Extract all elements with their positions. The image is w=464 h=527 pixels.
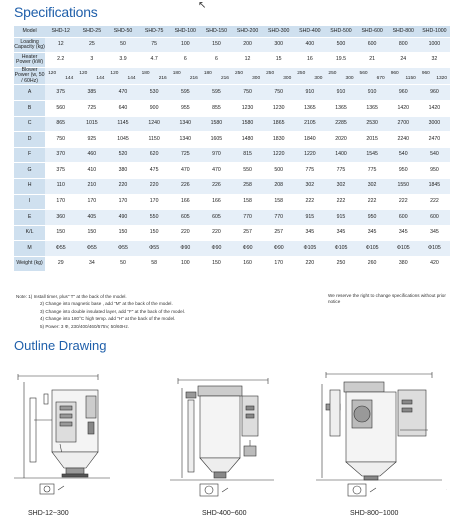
blower-cell xyxy=(139,68,170,85)
table-cell: 150 xyxy=(76,225,107,241)
row-label: M xyxy=(14,241,45,257)
table-cell: 550 xyxy=(139,210,170,226)
table-cell: 170 xyxy=(139,194,170,210)
table-cell: 540 xyxy=(388,147,419,163)
table-cell: 4.7 xyxy=(139,53,170,68)
table-cell: 222 xyxy=(388,194,419,210)
specifications-title: Specifications xyxy=(14,4,98,20)
table-cell: 302 xyxy=(357,178,388,194)
blower-cell xyxy=(325,68,356,85)
table-cell: 170 xyxy=(263,256,294,272)
table-cell: 1845 xyxy=(419,178,450,194)
row-label: H xyxy=(14,178,45,194)
table-cell: 775 xyxy=(294,163,325,179)
table-cell: 470 xyxy=(170,163,201,179)
note-line: 2) Change into magnetic base , add "M" at the back of the model. xyxy=(40,301,173,307)
blower-value-50hz: 960 xyxy=(421,71,430,77)
row-label: I xyxy=(14,194,45,210)
row-label: A xyxy=(14,85,45,101)
table-cell: 1830 xyxy=(263,132,294,148)
row-label: B xyxy=(14,100,45,116)
table-cell: 1230 xyxy=(263,100,294,116)
table-cell: 900 xyxy=(139,100,170,116)
table-cell: 950 xyxy=(388,163,419,179)
note-line: 3) Change into double insulated layer, add "F" at the back of the model. xyxy=(40,308,185,314)
table-cell: 915 xyxy=(294,210,325,226)
table-cell: 222 xyxy=(419,194,450,210)
blower-value-60hz: 216 xyxy=(189,76,198,82)
caption-small: SHD-12~300 xyxy=(28,510,69,517)
table-cell: 855 xyxy=(201,100,232,116)
table-cell: 220 xyxy=(107,178,138,194)
table-cell: 58 xyxy=(139,256,170,272)
header-model-name: SHD-500 xyxy=(325,26,356,38)
blower-value-50hz: 960 xyxy=(390,71,399,77)
table-cell: 910 xyxy=(294,85,325,101)
table-cell: 490 xyxy=(107,210,138,226)
table-cell: 257 xyxy=(232,225,263,241)
table-cell: 595 xyxy=(201,85,232,101)
table-cell: 380 xyxy=(388,256,419,272)
table-cell: 725 xyxy=(170,147,201,163)
table-cell: Φ90 xyxy=(232,241,263,257)
blower-value-50hz: 250 xyxy=(266,71,275,77)
table-cell: 530 xyxy=(139,85,170,101)
table-cell: 258 xyxy=(232,178,263,194)
table-cell: 1230 xyxy=(232,100,263,116)
table-cell: 1550 xyxy=(388,178,419,194)
table-cell: 550 xyxy=(232,163,263,179)
table-row xyxy=(14,132,450,148)
table-cell: 1240 xyxy=(139,116,170,132)
table-cell: 1145 xyxy=(107,116,138,132)
table-cell: Φ90 xyxy=(170,241,201,257)
table-cell: 220 xyxy=(201,225,232,241)
caption-medium: SHD-400~600 xyxy=(202,510,247,517)
table-cell: 6 xyxy=(170,53,201,68)
table-cell: 2240 xyxy=(388,132,419,148)
table-cell: 166 xyxy=(170,194,201,210)
note-line: 4) Change into 180°C high temp. add "H" at the back of the model. xyxy=(40,316,176,322)
dryer-drawing-medium xyxy=(170,378,274,496)
table-cell: 345 xyxy=(419,225,450,241)
table-cell: 260 xyxy=(357,256,388,272)
table-header-row xyxy=(14,26,450,38)
blower-cell xyxy=(294,68,325,85)
table-cell: 32 xyxy=(419,53,450,68)
table-cell: 166 xyxy=(201,194,232,210)
blower-value-50hz: 120 xyxy=(110,71,119,77)
table-cell: Φ105 xyxy=(357,241,388,257)
table-cell: Φ105 xyxy=(325,241,356,257)
table-cell: 3 xyxy=(76,53,107,68)
blower-value-50hz: 180 xyxy=(172,71,181,77)
table-cell: 770 xyxy=(232,210,263,226)
table-cell: 600 xyxy=(388,210,419,226)
blower-value-60hz: 300 xyxy=(345,76,354,82)
blower-value-60hz: 1150 xyxy=(405,76,416,82)
table-row xyxy=(14,225,450,241)
header-model-name: SHD-150 xyxy=(201,26,232,38)
table-cell: 1220 xyxy=(294,147,325,163)
table-cell: 750 xyxy=(263,85,294,101)
table-cell: 150 xyxy=(201,256,232,272)
table-cell: 2020 xyxy=(325,132,356,148)
blower-value-50hz: 250 xyxy=(234,71,243,77)
table-cell: 595 xyxy=(170,85,201,101)
table-cell: 3000 xyxy=(419,116,450,132)
header-model-name: SHD-300 xyxy=(263,26,294,38)
table-cell: 1580 xyxy=(232,116,263,132)
table-cell: 925 xyxy=(76,132,107,148)
header-model-name: SHD-25 xyxy=(76,26,107,38)
table-cell: 1000 xyxy=(419,38,450,53)
header-model-name: SHD-75 xyxy=(139,26,170,38)
table-cell: 345 xyxy=(294,225,325,241)
table-cell: 226 xyxy=(201,178,232,194)
table-cell: 302 xyxy=(325,178,356,194)
table-cell: 1365 xyxy=(357,100,388,116)
blower-value-60hz: 144 xyxy=(96,76,105,82)
table-row xyxy=(14,85,450,101)
table-cell: 170 xyxy=(107,194,138,210)
table-cell: 222 xyxy=(357,194,388,210)
table-row xyxy=(14,53,450,68)
table-cell: 6 xyxy=(201,53,232,68)
table-row xyxy=(14,163,450,179)
table-cell: 600 xyxy=(357,38,388,53)
table-cell: 158 xyxy=(232,194,263,210)
blower-value-60hz: 300 xyxy=(252,76,261,82)
outline-drawing-title: Outline Drawing xyxy=(14,338,107,353)
table-cell: 170 xyxy=(76,194,107,210)
table-cell: 970 xyxy=(201,147,232,163)
table-cell: 12 xyxy=(232,53,263,68)
header-model-name: SHD-100 xyxy=(170,26,201,38)
row-label: D xyxy=(14,132,45,148)
blower-value-60hz: 300 xyxy=(283,76,292,82)
blower-value-60hz: 144 xyxy=(127,76,136,82)
blower-value-60hz: 144 xyxy=(65,76,74,82)
dryer-drawing-small xyxy=(14,374,110,494)
table-cell: 208 xyxy=(263,178,294,194)
table-cell: 3.9 xyxy=(107,53,138,68)
header-model-name: SHD-800 xyxy=(388,26,419,38)
header-model-name: SHD-50 xyxy=(107,26,138,38)
table-cell: 375 xyxy=(45,163,76,179)
header-model-name: SHD-1000 xyxy=(419,26,450,38)
row-label: Loading Capacity (kg) xyxy=(14,38,45,53)
table-cell: 775 xyxy=(357,163,388,179)
table-row xyxy=(14,38,450,53)
blower-value-60hz: 670 xyxy=(376,76,385,82)
blower-value-60hz: 1320 xyxy=(436,76,447,82)
table-cell: 1340 xyxy=(170,132,201,148)
table-cell: 750 xyxy=(232,85,263,101)
blower-value-60hz: 216 xyxy=(158,76,167,82)
header-model-name: SHD-200 xyxy=(232,26,263,38)
table-cell: 226 xyxy=(170,178,201,194)
blower-value-50hz: 250 xyxy=(297,71,306,77)
table-cell: 160 xyxy=(232,256,263,272)
table-cell: 34 xyxy=(76,256,107,272)
table-cell: 250 xyxy=(325,256,356,272)
table-cell: 2470 xyxy=(419,132,450,148)
table-cell: 410 xyxy=(76,163,107,179)
blower-value-50hz: 120 xyxy=(48,71,57,77)
table-cell: 345 xyxy=(357,225,388,241)
outline-drawings xyxy=(0,360,464,505)
table-cell: 50 xyxy=(107,256,138,272)
header-model-name: SHD-400 xyxy=(294,26,325,38)
table-cell: 1420 xyxy=(388,100,419,116)
table-cell: 640 xyxy=(107,100,138,116)
table-cell: 1580 xyxy=(201,116,232,132)
table-cell: 170 xyxy=(45,194,76,210)
note-line: Note: 1) Install timer, plus" T" at the back of the model. xyxy=(16,294,127,299)
table-cell: 470 xyxy=(107,85,138,101)
blower-value-60hz: 300 xyxy=(314,76,323,82)
reserve-notice: We reserve the right to change specifications without prior notice xyxy=(328,293,446,304)
table-cell: 100 xyxy=(170,38,201,53)
table-cell: 110 xyxy=(45,178,76,194)
table-cell: Φ55 xyxy=(45,241,76,257)
table-cell: 2.2 xyxy=(45,53,76,68)
mouse-cursor-icon: ↖ xyxy=(198,0,207,11)
table-cell: Φ105 xyxy=(419,241,450,257)
note-line: 5) Power: 3 Φ, 230/400/460/575V, 50/60Hz. xyxy=(40,323,130,329)
notes-block xyxy=(16,293,316,330)
table-cell: 775 xyxy=(325,163,356,179)
table-cell: 150 xyxy=(107,225,138,241)
table-cell: 475 xyxy=(139,163,170,179)
table-cell: Φ55 xyxy=(139,241,170,257)
table-cell: 750 xyxy=(45,132,76,148)
specifications-table xyxy=(14,26,450,272)
table-cell: 910 xyxy=(357,85,388,101)
table-cell: Φ105 xyxy=(388,241,419,257)
table-cell: 158 xyxy=(263,194,294,210)
table-cell: 1480 xyxy=(232,132,263,148)
table-cell: 220 xyxy=(294,256,325,272)
table-cell: 540 xyxy=(419,147,450,163)
table-cell: 257 xyxy=(263,225,294,241)
table-cell: 1605 xyxy=(201,132,232,148)
table-cell: Φ90 xyxy=(201,241,232,257)
table-body xyxy=(14,38,450,272)
table-cell: 950 xyxy=(357,210,388,226)
table-cell: 150 xyxy=(45,225,76,241)
blower-cell xyxy=(419,68,450,85)
table-cell: 605 xyxy=(170,210,201,226)
table-cell: 1400 xyxy=(325,147,356,163)
blower-cell xyxy=(263,68,294,85)
table-cell: Φ55 xyxy=(107,241,138,257)
blower-cell xyxy=(232,68,263,85)
caption-large: SHD-800~1000 xyxy=(350,510,399,517)
table-cell: 815 xyxy=(232,147,263,163)
table-row xyxy=(14,178,450,194)
blower-cell xyxy=(388,68,419,85)
table-cell: 25 xyxy=(76,38,107,53)
table-cell: 2285 xyxy=(325,116,356,132)
table-cell: 1545 xyxy=(357,147,388,163)
row-label: G xyxy=(14,163,45,179)
table-cell: 16 xyxy=(294,53,325,68)
table-cell: 2530 xyxy=(357,116,388,132)
table-cell: Φ105 xyxy=(294,241,325,257)
blower-cell xyxy=(201,68,232,85)
table-cell: 15 xyxy=(263,53,294,68)
table-cell: 960 xyxy=(388,85,419,101)
row-label: C xyxy=(14,116,45,132)
row-label: Heater Power (kW) xyxy=(14,53,45,68)
table-cell: 600 xyxy=(419,210,450,226)
table-cell: 605 xyxy=(201,210,232,226)
table-cell: 1840 xyxy=(294,132,325,148)
table-cell: 50 xyxy=(107,38,138,53)
blower-cell xyxy=(45,68,76,85)
table-cell: 360 xyxy=(45,210,76,226)
table-row xyxy=(14,256,450,272)
table-cell: 955 xyxy=(170,100,201,116)
table-cell: 725 xyxy=(76,100,107,116)
blower-value-60hz: 216 xyxy=(220,76,229,82)
blower-value-50hz: 180 xyxy=(141,71,150,77)
table-cell: 1015 xyxy=(76,116,107,132)
table-cell: 400 xyxy=(294,38,325,53)
table-cell: 800 xyxy=(388,38,419,53)
table-row xyxy=(14,210,450,226)
table-cell: 210 xyxy=(76,178,107,194)
table-row-blower xyxy=(14,68,450,85)
table-cell: 1365 xyxy=(325,100,356,116)
table-cell: 470 xyxy=(201,163,232,179)
table-cell: 500 xyxy=(263,163,294,179)
table-row xyxy=(14,116,450,132)
table-cell: 200 xyxy=(232,38,263,53)
table-cell: 2105 xyxy=(294,116,325,132)
header-model-name: SHD-600 xyxy=(357,26,388,38)
row-label: Blower Power (w, 50 / 60Hz) xyxy=(14,67,45,84)
blower-cell xyxy=(170,68,201,85)
table-cell: 960 xyxy=(419,85,450,101)
blower-value-50hz: 560 xyxy=(359,71,368,77)
table-cell: 222 xyxy=(294,194,325,210)
table-cell: 21 xyxy=(357,53,388,68)
table-cell: Φ90 xyxy=(263,241,294,257)
header-model-name: SHD-12 xyxy=(45,26,76,38)
table-cell: 1865 xyxy=(263,116,294,132)
table-cell: 2700 xyxy=(388,116,419,132)
table-cell: 222 xyxy=(325,194,356,210)
table-cell: 150 xyxy=(139,225,170,241)
table-cell: 460 xyxy=(76,147,107,163)
row-label: F xyxy=(14,147,45,163)
table-cell: 520 xyxy=(107,147,138,163)
table-cell: 500 xyxy=(325,38,356,53)
table-cell: 24 xyxy=(388,53,419,68)
svg-text:·: · xyxy=(446,487,447,491)
table-cell: 220 xyxy=(139,178,170,194)
table-cell: 915 xyxy=(325,210,356,226)
table-cell: 910 xyxy=(325,85,356,101)
table-cell: 29 xyxy=(45,256,76,272)
table-cell: 375 xyxy=(45,85,76,101)
blower-value-50hz: 180 xyxy=(203,71,212,77)
table-cell: 220 xyxy=(170,225,201,241)
table-cell: 1220 xyxy=(263,147,294,163)
table-cell: 405 xyxy=(76,210,107,226)
table-cell: 950 xyxy=(419,163,450,179)
table-cell: 1150 xyxy=(139,132,170,148)
table-cell: 19.5 xyxy=(325,53,356,68)
table-cell: 345 xyxy=(388,225,419,241)
table-row xyxy=(14,194,450,210)
table-cell: 345 xyxy=(325,225,356,241)
blower-value-50hz: 120 xyxy=(79,71,88,77)
blower-cell xyxy=(357,68,388,85)
table-cell: 560 xyxy=(45,100,76,116)
row-label: K/L xyxy=(14,225,45,241)
table-row xyxy=(14,241,450,257)
table-cell: 1045 xyxy=(107,132,138,148)
table-cell: 865 xyxy=(45,116,76,132)
table-cell: 302 xyxy=(294,178,325,194)
row-label: Weight (kg) xyxy=(14,256,45,272)
header-model: Model xyxy=(14,26,45,38)
row-label: E xyxy=(14,210,45,226)
table-cell: 150 xyxy=(201,38,232,53)
table-cell: 385 xyxy=(76,85,107,101)
blower-value-50hz: 250 xyxy=(328,71,337,77)
table-cell: 12 xyxy=(45,38,76,53)
table-row xyxy=(14,100,450,116)
table-cell: 75 xyxy=(139,38,170,53)
table-cell: 1420 xyxy=(419,100,450,116)
table-cell: 380 xyxy=(107,163,138,179)
table-cell: 1340 xyxy=(170,116,201,132)
table-cell: 100 xyxy=(170,256,201,272)
table-cell: 2015 xyxy=(357,132,388,148)
table-cell: 300 xyxy=(263,38,294,53)
table-cell: 1365 xyxy=(294,100,325,116)
table-cell: 420 xyxy=(419,256,450,272)
table-cell: 620 xyxy=(139,147,170,163)
table-row xyxy=(14,147,450,163)
dryer-drawing-large xyxy=(316,372,447,496)
table-cell: 770 xyxy=(263,210,294,226)
table-cell: Φ55 xyxy=(76,241,107,257)
table-cell: 370 xyxy=(45,147,76,163)
blower-cell xyxy=(76,68,107,85)
blower-cell xyxy=(107,68,138,85)
